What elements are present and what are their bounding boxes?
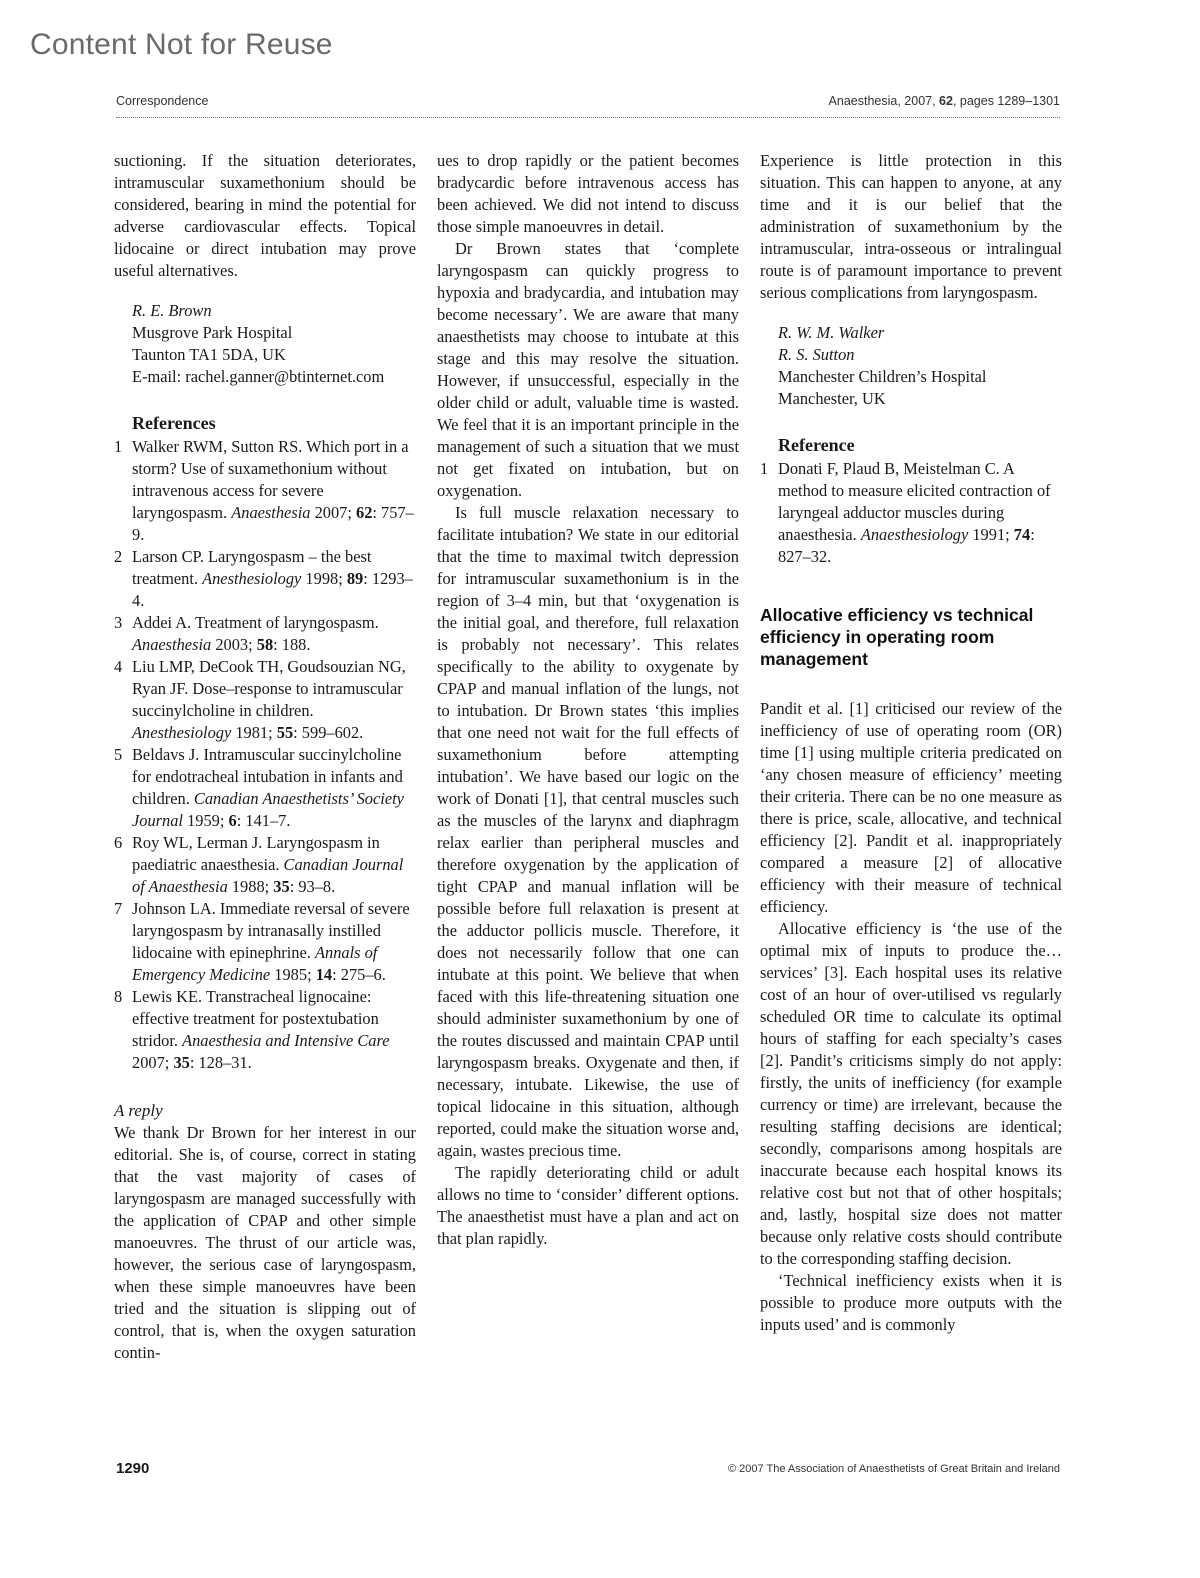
reference-item: 1 Donati F, Plaud B, Meistelman C. A method to measure elicited contraction of laryngeal adductor muscles during anaesthesia. Anaesthesiology 1991; 74: 827–32. [760,459,1051,566]
reference-item: 4 Liu LMP, DeCook TH, Goudsouzian NG, Ryan JF. Dose–response to intramuscular succinylcholine in children. Anesthesiology 1981; 55: 599–602. [114,657,406,742]
author-block [132,300,416,388]
paragraph: Allocative efficiency is ‘the use of the optimal mix of inputs to produce the…services’ [3]. Each hospital uses its relative cost of an hour of over-utilised vs regularly scheduled OR time to calculate its optimal hours of staffing for each specialty’s cases [2]. Pandit’s criticisms simply do not apply: firstly, the units of inefficiency (for example currency or time) are irrelevant, because the resulting staffing decisions are identical; secondly, comparisons among hospitals are inaccurate because each hospital knows its relative cost but not that of other hospitals; and, lastly, hospital size does not matter because only relative costs should contribute to the corresponding staffing decision. [760,919,1062,1268]
paragraph: The rapidly deteriorating child or adult allows no time to ‘consider’ different options. The anaesthetist must have a plan and act on that plan rapidly. [437,1163,739,1248]
author-name: R. S. Sutton [778,345,855,364]
reply-heading: A reply [114,1101,163,1120]
article-title: Allocative efficiency vs technical efficiency in operating room management [760,605,1034,669]
reference-item: 5 Beldavs J. Intramuscular succinylcholine for endotracheal intubation in infants and children. Canadian Anaesthetists’ Society Journal 1959; 6: 141–7. [114,745,404,830]
paragraph: ues to drop rapidly or the patient becomes bradycardic before intravenous access has been achieved. We did not intend to discuss those simple manoeuvres in detail. [437,151,739,236]
paragraph: Dr Brown states that ‘complete laryngospasm can quickly progress to hypoxia and bradycardia, and intubation may become necessary’. We are aware that many anaesthetists may choose to intubate at this stage and this may resolve the situation. However, if unsuccessful, especially in the older child or adult, valuable time is wasted. We feel that it is an important principle in the management of such a situation that we must not get fixated on intubation, but on oxygenation. [437,239,739,500]
author-name: R. E. Brown [132,301,212,320]
journal-citation: Anaesthesia, 2007, 62, pages 1289–1301 [828,94,1060,108]
paragraph: Pandit et al. [1] criticised our review of the inefficiency of use of operating room (OR) time [1] using multiple criteria predicated on ‘any chosen measure of efficiency’ meeting their criteria. There can be no one measure as there is price, scale, allocative, and technical efficiency [2]. Pandit et al. inappropriately compared a measure [2] of allocative efficiency with their measure of technical efficiency. [760,699,1062,916]
page-number: 1290 [116,1460,150,1477]
watermark: Content Not for Reuse [30,28,333,61]
section-label: Correspondence [116,94,209,108]
author-name: R. W. M. Walker [778,323,885,342]
references-heading: References [132,413,216,433]
paragraph: suctioning. If the situation deteriorates, intramuscular suxamethonium should be considered, bearing in mind the potential for adverse cardiovascular effects. Topical lidocaine or direct intubation may prove useful alternatives. [114,151,416,280]
affiliation: Manchester Children’s Hospital [778,367,987,386]
reference-item: 3 Addei A. Treatment of laryngospasm. Anaesthesia 2003; 58: 188. [114,613,379,654]
paragraph: ‘Technical inefficiency exists when it is possible to produce more outputs with the inputs used’ and is commonly [760,1271,1062,1334]
paragraph: Is full muscle relaxation necessary to facilitate intubation? We state in our editorial that the time to maximal twitch depression for intramuscular suxamethonium is in the region of 3–4 min, but that ‘oxygenation is the initial goal, and therefore, full relaxation is probably not necessary’. This relates specifically to the ability to oxygenate by CPAP and manual inflation of the lungs, not to intubation. Dr Brown states ‘this implies that one need not wait for the full effects of suxamethonium before attempting intubation’. We have based our logic on the work of Donati [1], that central muscles such as the muscles of the larynx and diaphragm relax earlier than peripheral muscles and therefore oxygenation by the application of tight CPAP and manual inflation will be possible before full relaxation is present at the adductor pollicis muscle. Therefore, it does not necessarily follow that one can intubate at this point. We believe that when faced with this life-threatening situation one should administer suxamethonium by one of the routes discussed and maintain CPAP until laryngospasm breaks. Oxygenate and then, if necessary, intubate. Likewise, the use of topical lidocaine in this situation, although reported, could make the situation worse and, again, wastes precious time. [437,503,739,1160]
column-3 [760,150,1062,1336]
reference-list [760,458,1062,568]
column-2 [437,150,739,1250]
author-block [778,322,1062,410]
reference-item: 7 Johnson LA. Immediate reversal of severe laryngospasm by intranasally instilled lidocaine with epinephrine. Annals of Emergency Medicine 1985; 14: 275–6. [114,899,410,984]
copyright: © 2007 The Association of Anaesthetists of Great Britain and Ireland [728,1463,1060,1475]
reference-item: 1 Walker RWM, Sutton RS. Which port in a storm? Use of suxamethonium without intravenous access for severe laryngospasm. Anaesthesia 2007; 62: 757–9. [114,437,414,544]
column-1 [114,150,416,1364]
reference-item: 2 Larson CP. Laryngospasm – the best treatment. Anesthesiology 1998; 89: 1293–4. [114,547,413,610]
reference-item: 8 Lewis KE. Transtracheal lignocaine: effective treatment for postextubation stridor. Anaesthesia and Intensive Care 2007; 35: 128–31. [114,987,390,1072]
header-rule [116,117,1060,118]
email: E-mail: rachel.ganner@btinternet.com [132,367,385,386]
address: Manchester, UK [778,389,886,408]
reference-heading: Reference [778,435,855,455]
reference-item: 6 Roy WL, Lerman J. Laryngospasm in paediatric anaesthesia. Canadian Journal of Anaesthesia 1988; 35: 93–8. [114,833,404,896]
paragraph: Experience is little protection in this situation. This can happen to anyone, at any time and it is our belief that the administration of suxamethonium by the intramuscular, intra-osseous or intralingual route is of paramount importance to prevent serious complications from laryngospasm. [760,151,1062,302]
address: Taunton TA1 5DA, UK [132,345,286,364]
reference-list [114,436,416,1074]
affiliation: Musgrove Park Hospital [132,323,293,342]
paragraph: We thank Dr Brown for her interest in our editorial. She is, of course, correct in stating that the vast majority of cases of laryngospasm are managed successfully with the application of CPAP and other simple manoeuvres. The thrust of our article was, however, the serious case of laryngospasm, when these simple manoeuvres have been tried and the situation is slipping out of control, that is, when the oxygen saturation contin- [114,1123,416,1362]
